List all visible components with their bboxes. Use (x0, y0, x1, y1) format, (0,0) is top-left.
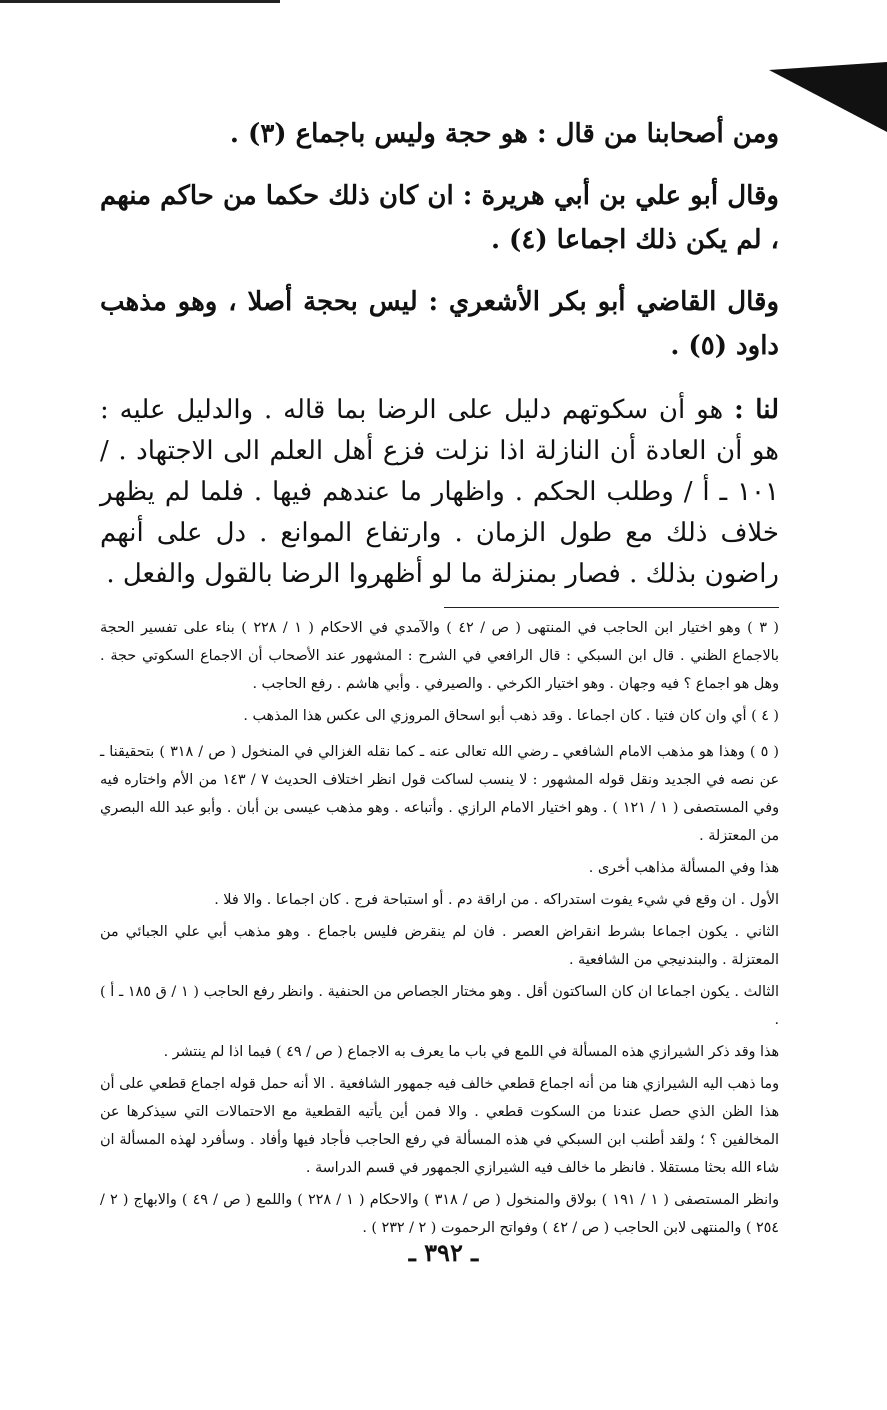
corner-fold-mark (769, 62, 887, 132)
footnote-3: ( ٣ ) وهو اختيار ابن الحاجب في المنتهى ( ص / ٤٢ ) والآمدي في الاحكام ( ١ / ٢٢٨ ) بناء على تفسير الحجة بالاجماع الظني . قال ابن السبكي : قال الرافعي في الشرح : المشهور عند الأصحاب أن الاجماع السكوتي حجة . وهل هو اجماع ؟ فيه وجهان . وهو اختيار الكرخي . والصيرفي . وأبي هاشم . رفع الحاجب . (100, 620, 779, 692)
paragraph-3: وقال القاضي أبو بكر الأشعري : ليس بحجة أصلا ، وهو مذهب داود (٥) . (100, 287, 779, 361)
page-number: ـ ٣٩٢ ـ (408, 1238, 479, 1267)
paragraph-4-lead: لنا : (734, 395, 779, 425)
footnote-separator (444, 607, 779, 608)
footnotes (100, 614, 779, 1242)
footnote-5-shirazi: هذا وقد ذكر الشيرازي هذه المسألة في اللمع في باب ما يعرف به الاجماع ( ص / ٤٩ ) فيما اذا لم ينتشر . (163, 1044, 779, 1060)
footnote-5-discussion: وما ذهب اليه الشيرازي هنا من أنه اجماع قطعي خالف فيه جمهور الشافعية . الا أنه حمل قوله اجماع قطعي على أن هذا الظن الذي حصل عندنا من السكوت قطعي . والا فمن أين يأتيه القطعية مع الاحتمالات التي سيذكرها عن المخالفين ؟ ؛ ولقد أطنب ابن السبكي في هذه المسألة في رفع الحاجب فأجاد فيها وأفاد . وسأفرد لهذه المسألة ان شاء الله بحثا مستقلا . فانظر ما خالف فيه الشيرازي الجمهور في قسم الدراسة . (100, 1076, 779, 1176)
paragraph-4-text: هو أن سكوتهم دليل على الرضا بما قاله . والدليل عليه : هو أن العادة أن النازلة اذا نزلت فزع أهل العلم الى الاجتهاد . / ١٠١ ـ أ / وطلب الحكم . واظهار ما عندهم فيها . فلما لم يظهر خلاف ذلك مع طول الزمان . وارتفاع الموانع . دل على أنهم راضون بذلك . فصار بمنزلة ما لو أظهروا الرضا بالقول والفعل . (100, 395, 779, 589)
paragraph-1: ومن أصحابنا من قال : هو حجة وليس باجماع (٣) . (229, 119, 779, 149)
footnote-4: ( ٤ ) أي وان كان فتيا . كان اجماعا . وقد ذهب أبو اسحاق المروزي الى عكس هذا المذهب . (243, 708, 779, 724)
paragraph-4 (100, 390, 779, 595)
paragraph-2: وقال أبو علي بن أبي هريرة : ان كان ذلك حكما من حاكم منهم ، لم يكن ذلك اجماعا (٤) . (100, 181, 779, 255)
top-edge-rule (0, 0, 280, 3)
footnote-5-second: الثاني . يكون اجماعا بشرط انقراض العصر . فان لم ينقرض فليس باجماع . وهو مذهب أبي علي الجبائي من المعتزلة . والبندنيجي من الشافعية . (100, 924, 779, 968)
page-body (100, 112, 779, 1246)
footnote-5-references: وانظر المستصفى ( ١ / ١٩١ ) بولاق والمنخول ( ص / ٣١٨ ) والاحكام ( ١ / ٢٢٨ ) واللمع ( ص / ٤٩ ) والابهاج ( ٢ / ٢٥٤ ) والمنتهى لابن الحاجب ( ص / ٤٢ ) وفواتح الرحموت ( ٢ / ٢٣٢ ) . (100, 1192, 779, 1236)
footnote-5: ( ٥ ) وهذا هو مذهب الامام الشافعي ـ رضي الله تعالى عنه ـ كما نقله الغزالي في المنخول ( ص / ٣١٨ ) بتحقيقنا ـ عن نصه في الجديد ونقل قوله المشهور : لا ينسب لساكت قول انظر اختلاف الحديث ٧ / ١٤٣ من الأم واختاره فيه وفي المستصفى ( ١ / ١٢١ ) . وهو اختيار الامام الرازي . وأتباعه . وهو مذهب عيسى بن أبان . وأبو عبد الله البصري من المعتزلة . (100, 744, 780, 844)
footnote-5-intro: هذا وفي المسألة مذاهب أخرى . (588, 860, 779, 876)
footnote-5-first: الأول . ان وقع في شيء يفوت استدراكه . من اراقة دم . أو استباحة فرج . كان اجماعا . والا فلا . (214, 892, 779, 908)
footnote-5-third: الثالث . يكون اجماعا ان كان الساكتون أقل . وهو مختار الجصاص من الحنفية . وانظر رفع الحاجب ( ١ / ق ١٨٥ ـ أ ) . (100, 984, 780, 1028)
main-text (100, 112, 779, 595)
